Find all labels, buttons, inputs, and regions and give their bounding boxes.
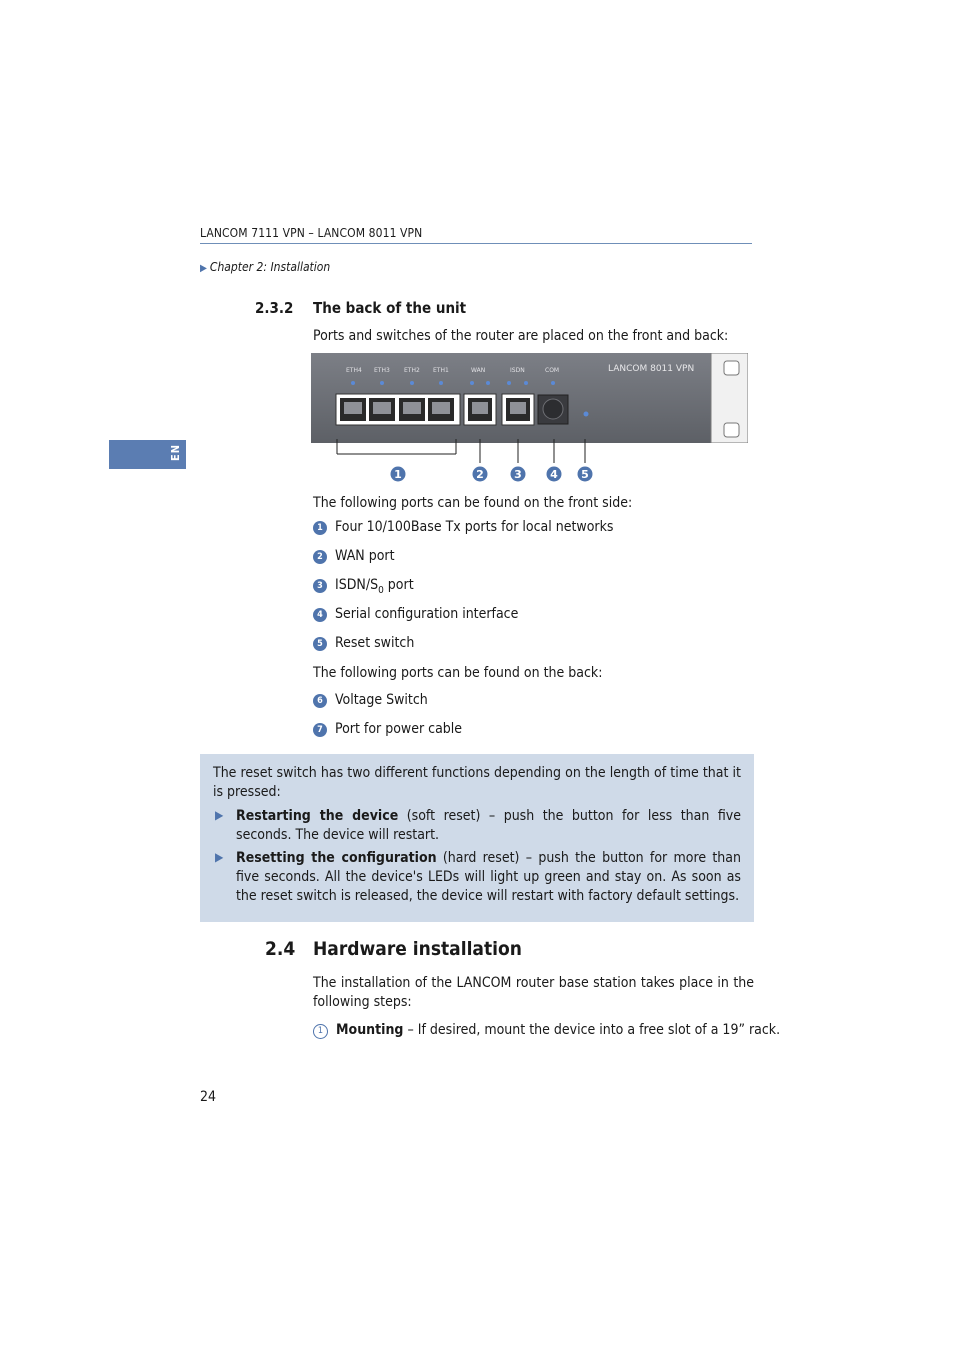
led-isdn-2 bbox=[524, 381, 528, 385]
led-eth4 bbox=[351, 381, 355, 385]
callout-5: 5 bbox=[581, 468, 589, 481]
back-intro: The following ports can be found on the back: bbox=[313, 665, 603, 681]
led-com bbox=[551, 381, 555, 385]
callout-2: 2 bbox=[476, 468, 484, 481]
com-port-socket bbox=[543, 399, 563, 419]
badge-3: 3 bbox=[313, 579, 327, 593]
list-item: 4 Serial configuration interface bbox=[313, 606, 518, 622]
device-illustration bbox=[311, 353, 748, 443]
front-intro: The following ports can be found on the front side: bbox=[313, 495, 633, 511]
list-item: 7 Port for power cable bbox=[313, 721, 462, 737]
list-item: 6 Voltage Switch bbox=[313, 692, 428, 708]
language-tab-label: EN bbox=[169, 444, 182, 462]
label-eth1: ETH1 bbox=[433, 367, 449, 374]
section2-number: 2.4 bbox=[265, 938, 296, 960]
led-eth1 bbox=[439, 381, 443, 385]
section2-intro: The installation of the LANCOM router base station takes place in the following steps: bbox=[313, 975, 754, 1010]
badge-1: 1 bbox=[313, 521, 327, 535]
label-eth2: ETH2 bbox=[404, 367, 420, 374]
label-isdn: ISDN bbox=[510, 367, 525, 374]
badge-7: 7 bbox=[313, 723, 327, 737]
section-title: The back of the unit bbox=[313, 299, 467, 317]
callout-3: 3 bbox=[514, 468, 522, 481]
section-intro: Ports and switches of the router are placed on the front and back: bbox=[313, 328, 729, 344]
header-rule bbox=[200, 243, 752, 244]
step-number-icon: 1 bbox=[313, 1024, 328, 1039]
led-eth3 bbox=[380, 381, 384, 385]
device-front-panel bbox=[311, 353, 748, 443]
list-item: 1 Four 10/100Base Tx ports for local networks bbox=[313, 519, 613, 535]
device-model-label: LANCOM 8011 VPN bbox=[608, 364, 695, 374]
breadcrumb[interactable] bbox=[200, 260, 330, 274]
led-eth2 bbox=[410, 381, 414, 385]
led-wan-2 bbox=[486, 381, 490, 385]
label-wan: WAN bbox=[471, 367, 486, 374]
device-callouts bbox=[311, 438, 611, 488]
badge-6: 6 bbox=[313, 694, 327, 708]
triangle-right-icon: ▶ bbox=[215, 850, 224, 864]
page-number: 24 bbox=[200, 1089, 217, 1105]
rack-slot-bottom bbox=[724, 423, 739, 437]
note-box bbox=[200, 754, 754, 922]
note-bullet: Restarting the device (soft reset) – push the button for less than five seconds. The device will restart. bbox=[236, 808, 741, 843]
section-number: 2.3.2 bbox=[255, 299, 294, 317]
language-tab bbox=[109, 440, 186, 469]
note-intro: The reset switch has two different functions depending on the length of time that it is pressed: bbox=[213, 765, 741, 800]
led-wan-1 bbox=[470, 381, 474, 385]
reset-switch-icon bbox=[584, 412, 589, 417]
list-item: 5 Reset switch bbox=[313, 635, 414, 651]
list-item: 2 WAN port bbox=[313, 548, 395, 564]
list-item: 3 ISDN/$S_0$ port bbox=[313, 577, 414, 596]
running-title: LANCOM 7111 VPN – LANCOM 8011 VPN bbox=[200, 226, 423, 240]
note-bullet: Resetting the configuration (hard reset) – push the button for more than five seconds. All the device's LEDs will light up green and stay on. As soon as the reset switch is released, the device will restart with factory default settings. bbox=[236, 850, 741, 904]
label-eth4: ETH4 bbox=[346, 367, 362, 374]
label-eth3: ETH3 bbox=[374, 367, 390, 374]
badge-5: 5 bbox=[313, 637, 327, 651]
triangle-right-icon: ▶ bbox=[200, 263, 207, 274]
breadcrumb-label: Chapter 2: Installation bbox=[209, 260, 331, 274]
callout-1: 1 bbox=[394, 468, 402, 481]
step-item: 1 Mounting – If desired, mount the device into a free slot of a 19” rack. bbox=[313, 1022, 780, 1039]
badge-2: 2 bbox=[313, 550, 327, 564]
badge-4: 4 bbox=[313, 608, 327, 622]
section2-title: Hardware installation bbox=[313, 938, 522, 960]
led-isdn-1 bbox=[507, 381, 511, 385]
label-com: COM bbox=[545, 367, 560, 374]
rack-slot-top bbox=[724, 361, 739, 375]
triangle-right-icon: ▶ bbox=[215, 808, 224, 822]
callout-4: 4 bbox=[550, 468, 558, 481]
